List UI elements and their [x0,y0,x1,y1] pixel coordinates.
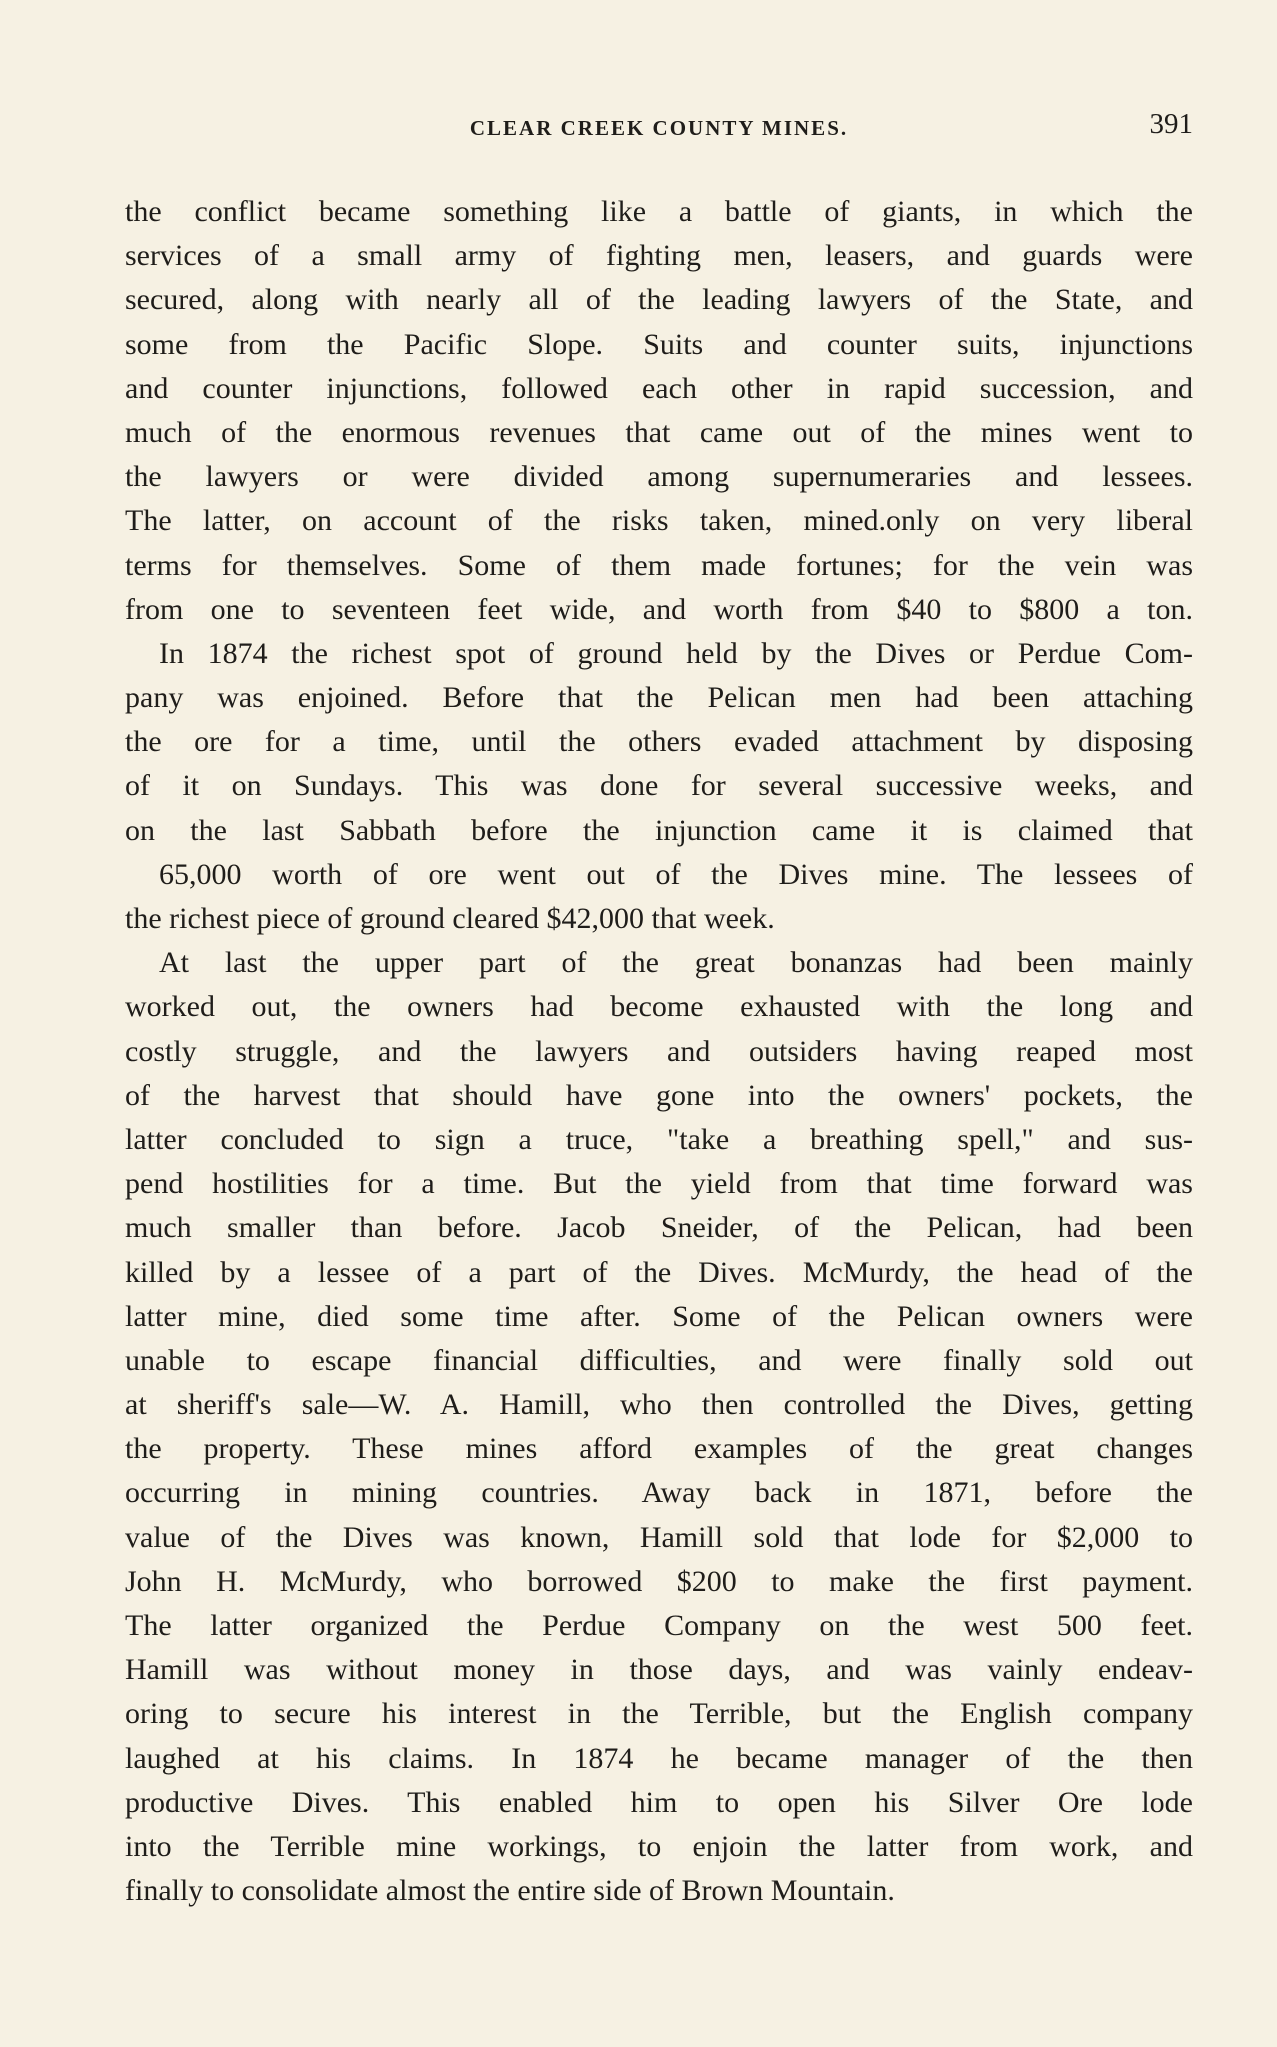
text-line: pany was enjoined. Before that the Pelican men had been attaching [125,681,1193,715]
text-line: occurring in mining countries. Away back in 1871, before the [125,1476,1193,1510]
text-line: 65,000 worth of ore went out of the Dives mine. The lessees of [159,857,1193,891]
text-line: value of the Dives was known, Hamill sold that lode for $2,000 to [125,1520,1193,1554]
text-line: services of a small army of fighting men, leasers, and guards were [125,239,1193,273]
text-line: costly struggle, and the lawyers and outsiders having reaped most [125,1034,1193,1068]
text-line: much of the enormous revenues that came out of the mines went to [125,415,1193,449]
text-line: productive Dives. This enabled him to open his Silver Ore lode [125,1785,1193,1819]
text-line: the ore for a time, until the others evaded attachment by disposing [125,725,1193,759]
text-line: secured, along with nearly all of the leading lawyers of the State, and [125,283,1193,317]
text-line: The latter organized the Perdue Company on the west 500 feet. [125,1609,1193,1642]
running-head [125,108,1193,148]
text-line: much smaller than before. Jacob Sneider, of the Pelican, had been [125,1211,1193,1245]
text-line: on the last Sabbath before the injunction came it is claimed that [125,813,1193,847]
text-line: the richest piece of ground cleared $42,000 that week. [125,902,775,935]
text-line: the lawyers or were divided among supernumeraries and lessees. [125,460,1193,494]
text-line: into the Terrible mine workings, to enjoin the latter from work, and [125,1829,1193,1863]
running-head-title: CLEAR CREEK COUNTY MINES. [469,116,849,140]
text-line: In 1874 the richest spot of ground held by the Dives or Perdue Com- [159,636,1193,670]
text-line: laughed at his claims. In 1874 he became manager of the then [125,1741,1193,1775]
text-line: of the harvest that should have gone into the owners' pockets, the [125,1078,1193,1112]
text-line: John H. McMurdy, who borrowed $200 to make the first payment. [125,1564,1193,1598]
text-line: at sheriff's sale—W. A. Hamill, who then controlled the Dives, getting [125,1388,1193,1422]
text-line: of it on Sundays. This was done for several successive weeks, and [125,769,1193,803]
text-line: unable to escape financial difficulties, and were finally sold out [125,1343,1193,1377]
text-line: the property. These mines afford examples of the great changes [125,1432,1193,1466]
text-line: At last the upper part of the great bonanzas had been mainly [159,946,1193,980]
text-line: oring to secure his interest in the Terrible, but the English company [125,1697,1193,1731]
body-text [125,190,1193,1913]
text-line: Hamill was without money in those days, and was vainly endeav- [125,1653,1193,1687]
text-line: pend hostilities for a time. But the yield from that time forward was [125,1167,1193,1201]
text-line: latter mine, died some time after. Some of the Pelican owners were [125,1299,1193,1333]
text-line: finally to consolidate almost the entire side of Brown Mountain. [125,1874,895,1908]
text-line: and counter injunctions, followed each other in rapid succession, and [125,371,1193,405]
text-line: latter concluded to sign a truce, "take a breathing spell," and sus- [125,1122,1193,1156]
text-line: terms for themselves. Some of them made fortunes; for the vein was [125,548,1193,582]
text-line: some from the Pacific Slope. Suits and counter suits, injunctions [125,327,1193,361]
text-line: the conflict became something like a battle of giants, in which the [125,195,1193,228]
page-number: 391 [1149,108,1193,140]
text-line: from one to seventeen feet wide, and worth from $40 to $800 a ton. [125,592,1193,626]
text-line: worked out, the owners had become exhausted with the long and [125,990,1193,1024]
text-line: The latter, on account of the risks taken, mined.only on very liberal [125,504,1193,538]
text-line: killed by a lessee of a part of the Dives. McMurdy, the head of the [125,1255,1193,1289]
